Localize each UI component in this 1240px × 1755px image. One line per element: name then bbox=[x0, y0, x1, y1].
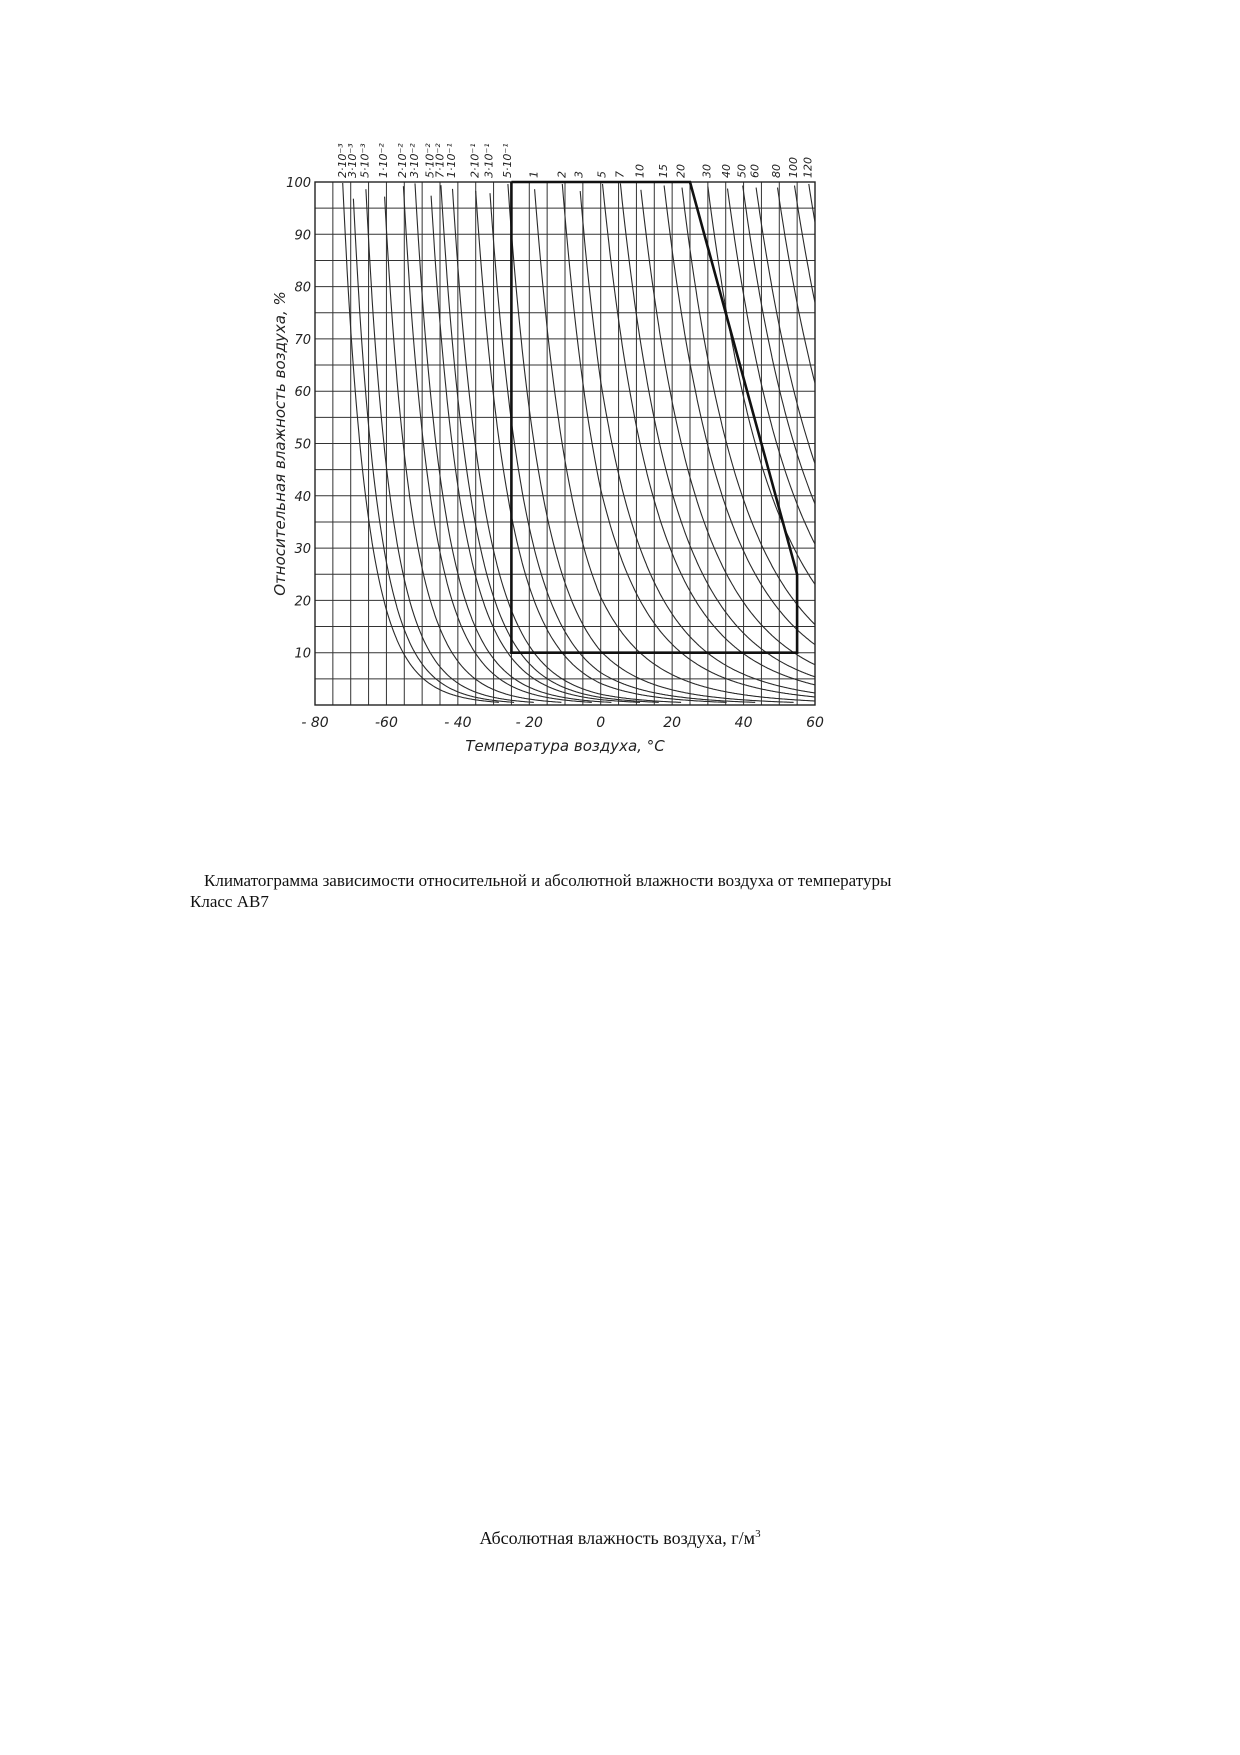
y-tick-label: 10 bbox=[294, 646, 311, 662]
x-tick-label: - 80 bbox=[301, 715, 329, 731]
isoline-curve bbox=[415, 183, 611, 702]
isoline-label: 2 bbox=[555, 171, 569, 178]
isoline-label: 2·10⁻¹ bbox=[468, 143, 482, 179]
isoline-label: 5 bbox=[595, 171, 609, 178]
isoline-label: 50 bbox=[735, 164, 749, 178]
y-tick-label: 40 bbox=[294, 489, 311, 505]
caption-class: Класс АВ7 bbox=[190, 892, 269, 911]
isoline-label: 1 bbox=[527, 171, 541, 179]
isoline-label: 7·10⁻² bbox=[433, 143, 447, 178]
isoline-curve bbox=[403, 186, 591, 702]
isoline-curve bbox=[809, 184, 815, 223]
isoline-label: 60 bbox=[748, 164, 762, 179]
isoline-label: 30 bbox=[700, 164, 714, 178]
x-tick-labels bbox=[301, 715, 824, 731]
footer-label bbox=[0, 1528, 1240, 1549]
isoline-label: 3·10⁻³ bbox=[345, 143, 359, 179]
isoline-curve bbox=[778, 188, 816, 384]
isoline-label: 5·10⁻² bbox=[423, 143, 437, 179]
y-tick-labels bbox=[286, 176, 311, 662]
y-tick-label: 50 bbox=[294, 437, 311, 453]
y-tick-label: 30 bbox=[294, 542, 311, 558]
isoline-labels bbox=[336, 143, 815, 178]
isoline-curve bbox=[664, 186, 815, 645]
chart-grid bbox=[315, 182, 815, 705]
isoline-curve bbox=[453, 189, 682, 703]
isoline-label: 10 bbox=[633, 164, 647, 179]
isoline-curve bbox=[562, 184, 815, 697]
x-tick-label: 0 bbox=[596, 715, 606, 731]
isoline-curve bbox=[756, 188, 815, 464]
x-tick-label: - 40 bbox=[444, 715, 472, 731]
isoline-label: 7 bbox=[613, 171, 627, 179]
footer-text: Абсолютная влажность воздуха, г/м bbox=[479, 1528, 756, 1548]
isoline-label: 15 bbox=[656, 163, 670, 178]
climatogram-chart bbox=[271, 140, 935, 855]
isoline-label: 1·10⁻² bbox=[376, 143, 390, 178]
y-tick-label: 80 bbox=[294, 280, 311, 296]
isoline-curve bbox=[603, 184, 816, 685]
isoline-label: 2·10⁻² bbox=[396, 143, 410, 178]
isoline-curve bbox=[682, 188, 815, 625]
figure-caption bbox=[190, 870, 1090, 912]
x-tick-label: -60 bbox=[374, 715, 398, 731]
isoline-label: 3·10⁻¹ bbox=[482, 143, 496, 179]
x-axis-label: Температура воздуха, °С bbox=[465, 737, 665, 755]
y-tick-label: 100 bbox=[286, 176, 311, 191]
isoline-label: 2·10⁻³ bbox=[335, 143, 349, 179]
isoline-label: 120 bbox=[801, 157, 815, 179]
x-tick-label: 20 bbox=[663, 715, 682, 731]
footer-superscript: 3 bbox=[755, 1528, 761, 1540]
y-tick-label: 20 bbox=[294, 594, 311, 610]
x-tick-label: - 20 bbox=[515, 715, 543, 731]
isoline-label: 1·10⁻¹ bbox=[445, 143, 459, 178]
y-tick-label: 70 bbox=[294, 332, 311, 348]
x-tick-label: 40 bbox=[734, 715, 753, 731]
caption-title: Климатограмма зависимости относительной и абсолютной влажности воздуха от температуры bbox=[204, 871, 892, 890]
isoline-label: 80 bbox=[769, 164, 783, 179]
isoline-label: 5·10⁻³ bbox=[358, 143, 372, 178]
isoline-label: 3 bbox=[572, 170, 586, 178]
x-tick-label: 60 bbox=[806, 715, 824, 731]
y-axis-label: Относительная влажность воздуха, % bbox=[271, 291, 289, 596]
y-tick-label: 90 bbox=[294, 228, 311, 244]
isoline-label: 100 bbox=[786, 156, 800, 178]
isoline-label: 20 bbox=[674, 163, 688, 178]
isoline-label: 5·10⁻¹ bbox=[500, 143, 514, 179]
isoline-label: 3·10⁻² bbox=[408, 143, 421, 178]
y-tick-label: 60 bbox=[294, 385, 311, 401]
isoline-label: 40 bbox=[719, 164, 733, 179]
